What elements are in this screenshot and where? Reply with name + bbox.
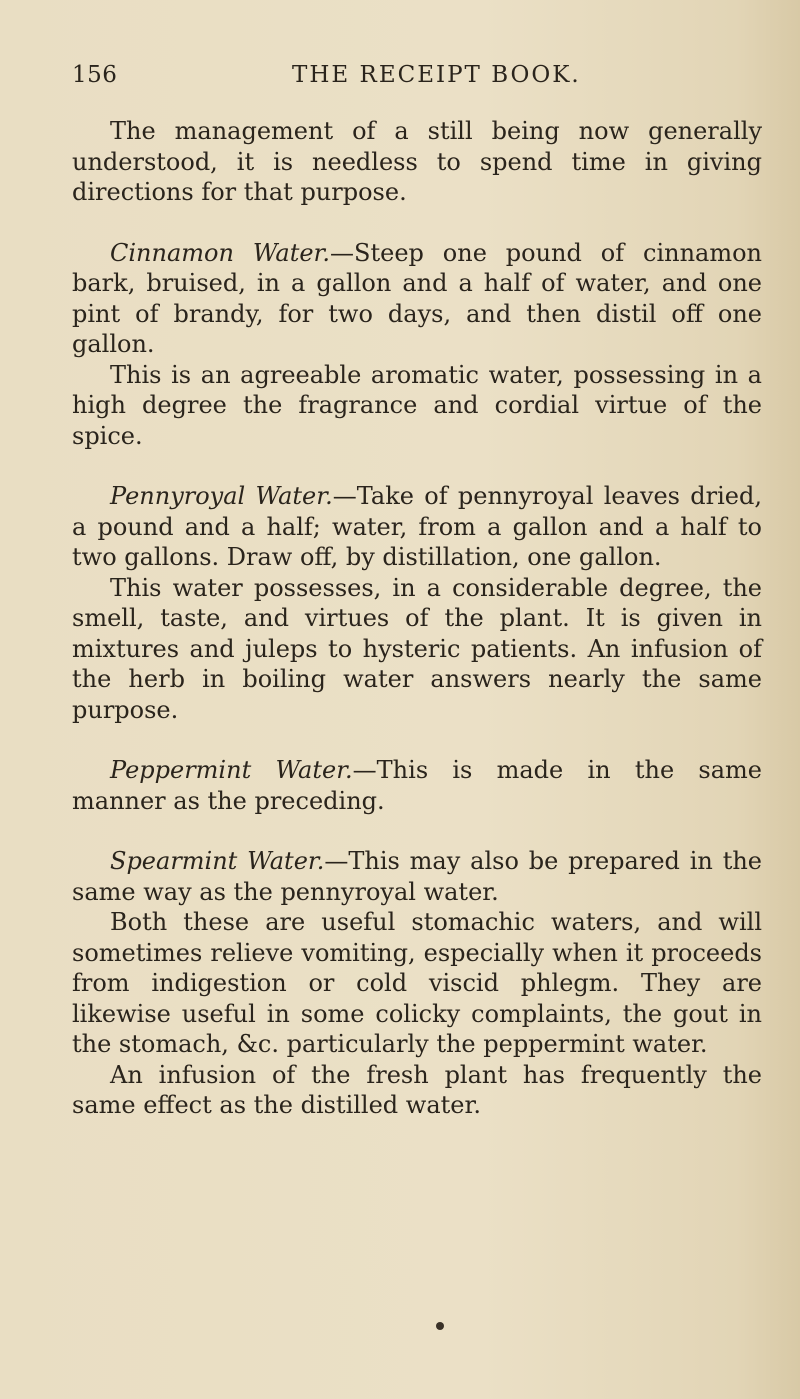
cinnamon-note: This is an agreeable aromatic water, possessing in a high degree the fragrance and cordial virtue of the spice. [72,360,762,450]
pennyroyal-title: Pennyroyal Water. [110,482,333,510]
spearmint-title: Spearmint Water. [110,847,325,875]
spearmint-note: Both these are useful stomachic waters, and will sometimes relieve vomiting, especially when it proceeds from indigestion or cold viscid phlegm. They are likewise useful in some colicky complaints, the gout in the stomach, &c. particularly the peppermint water. [72,908,762,1058]
spearmint-body: —This may also be prepared in the same way as the pennyroyal water. [72,847,763,906]
pennyroyal-paragraph [72,481,762,573]
peppermint-body: —This is made in the same manner as the preceding. [72,756,763,815]
intro-paragraph: The management of a still being now generally understood, it is needless to spend time in giving directions for that purpose. [72,117,762,206]
running-title: THE RECEIPT BOOK. [292,62,581,88]
cinnamon-body: —Steep one pound of cinnamon bark, bruised, in a gallon and a half of water, and one pint of brandy, for two days, and then distil off one gallon. [72,238,762,358]
peppermint-title: Peppermint Water. [110,756,353,784]
page-body [72,116,762,1121]
cinnamon-paragraph [72,238,762,360]
page-number: 156 [72,62,118,88]
pennyroyal-body: —Take of pennyroyal leaves dried, a pound and a half; water, from a gallon and a half to two gallons. Draw off, by distillation, one gallon. [72,482,762,571]
pennyroyal-note: This water possesses, in a considerable degree, the smell, taste, and virtues of the plant. It is given in mixtures and juleps to hysteric patients. An infusion of the herb in boiling water answers nearly the same purpose. [72,573,762,724]
page-header [72,62,742,102]
printer-mark-dot [436,1322,444,1330]
spearmint-paragraph [72,846,762,907]
cinnamon-title: Cinnamon Water. [110,238,331,267]
peppermint-paragraph [72,755,762,816]
infusion-note: An infusion of the fresh plant has frequently the same effect as the distilled water. [72,1060,762,1119]
